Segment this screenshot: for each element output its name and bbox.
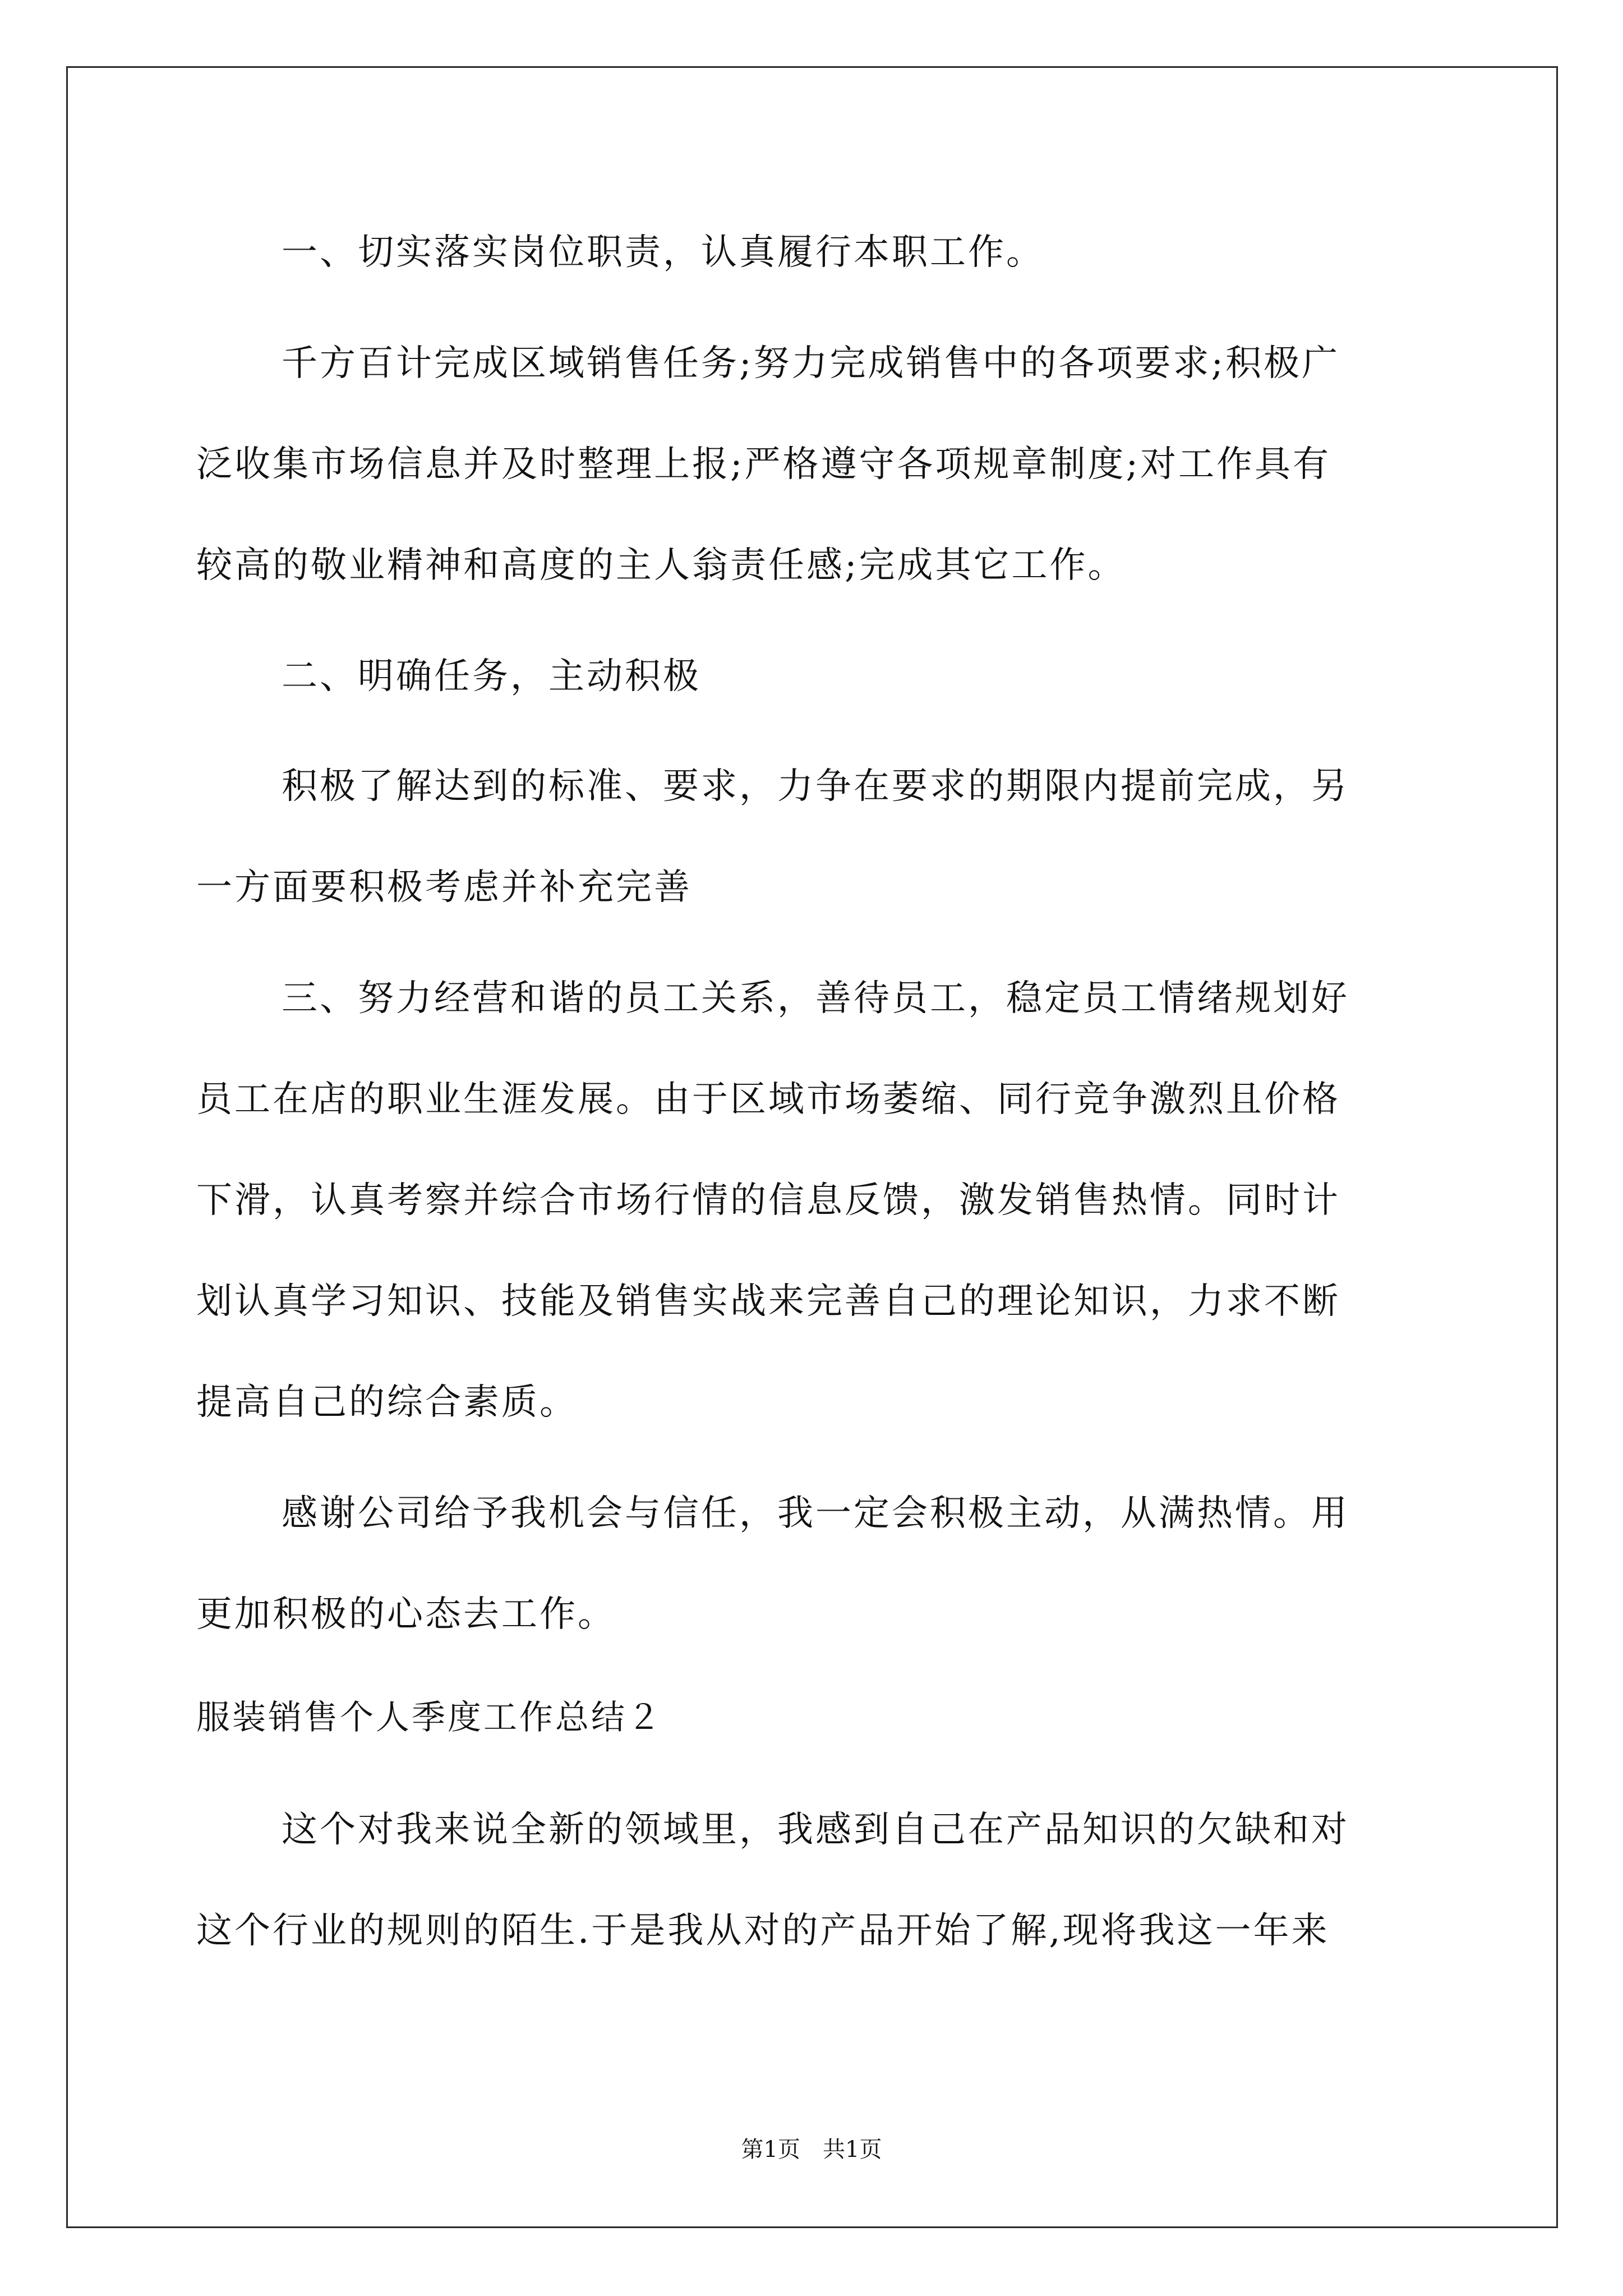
paragraph-line: 更加积极的心态去工作。 bbox=[196, 1594, 616, 1635]
paragraph-line: 划认真学习知识、技能及销售实战来完善自己的理论知识，力求不断 bbox=[196, 1281, 1340, 1322]
paragraph-line: 员工在店的职业生涯发展。由于区域市场萎缩、同行竞争激烈且价格 bbox=[196, 1079, 1340, 1120]
page-footer: 第1页 共1页 bbox=[741, 2137, 882, 2162]
paragraph-line: 一方面要积极考虑并补充完善 bbox=[196, 867, 692, 908]
paragraph-line: 千方百计完成区域销售任务;努力完成销售中的各项要求;积极广 bbox=[282, 343, 1340, 384]
paragraph-line: 泛收集市场信息并及时整理上报;严格遵守各项规章制度;对工作具有 bbox=[196, 444, 1331, 485]
paragraph-line: 下滑，认真考察并综合市场行情的信息反馈，激发销售热情。同时计 bbox=[196, 1180, 1340, 1221]
paragraph-line: 这个行业的规则的陌生.于是我从对的产品开始了解,现将我这一年来 bbox=[196, 1910, 1330, 1952]
document-section-title: 服装销售个人季度工作总结２ bbox=[196, 1698, 663, 1737]
paragraph-line: 这个对我来说全新的领域里，我感到自己在产品知识的欠缺和对 bbox=[282, 1809, 1349, 1851]
paragraph-line: 较高的敬业精神和高度的主人翁责任感;完成其它工作。 bbox=[196, 545, 1126, 586]
paragraph-line: 感谢公司给予我机会与信任，我一定会积极主动，从满热情。用 bbox=[282, 1493, 1349, 1534]
paragraph-line: 一、切实落实岗位职责，认真履行本职工作。 bbox=[282, 232, 1044, 273]
page-frame bbox=[66, 66, 1558, 2228]
paragraph-line: 积极了解达到的标准、要求，力争在要求的期限内提前完成，另 bbox=[282, 766, 1349, 807]
paragraph-line: 提高自己的综合素质。 bbox=[196, 1382, 578, 1423]
paragraph-line: 三、努力经营和谐的员工关系，善待员工，稳定员工情绪规划好 bbox=[282, 978, 1349, 1019]
section-heading: 二、明确任务，主动积极 bbox=[282, 656, 701, 697]
